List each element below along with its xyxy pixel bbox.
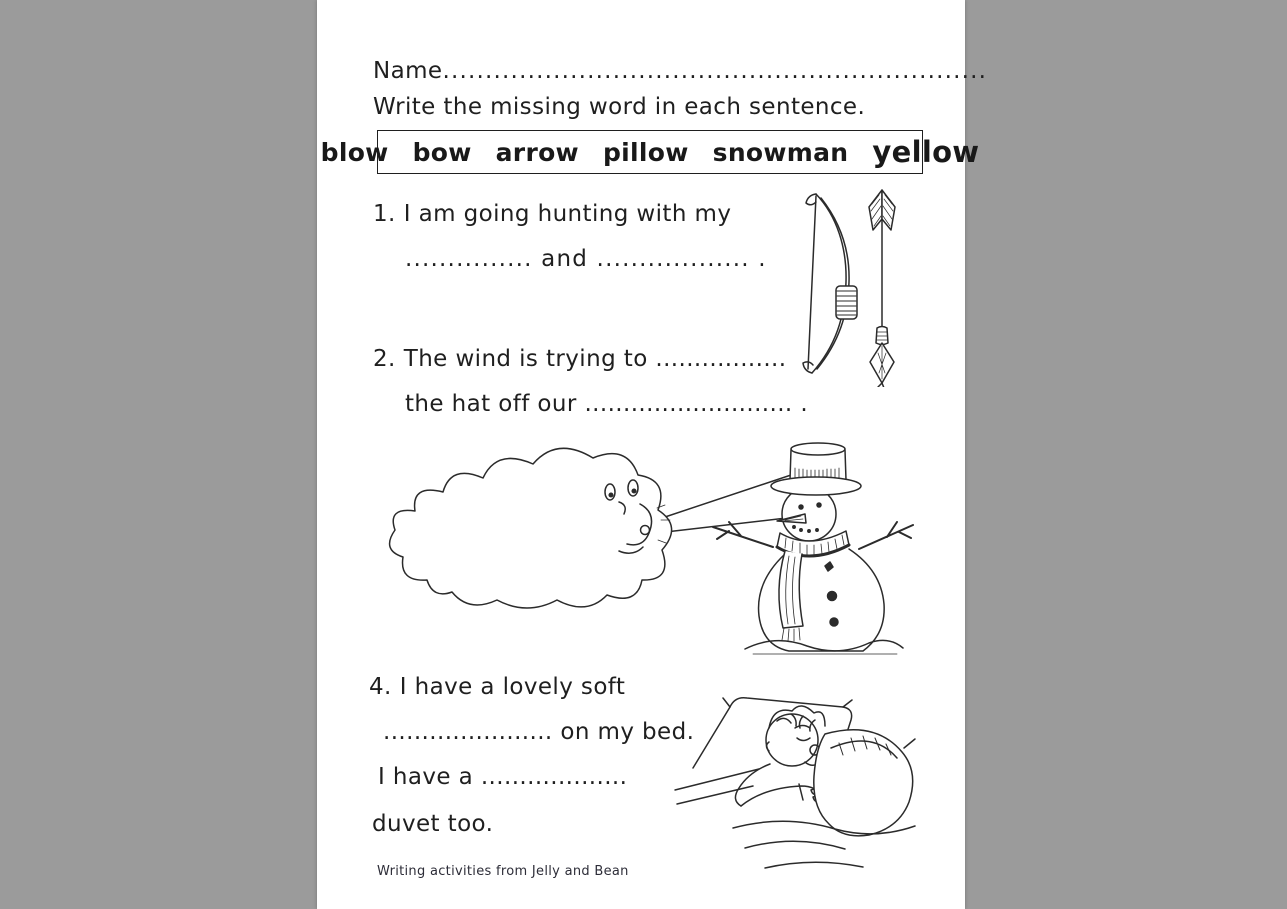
question-4-number: 4. xyxy=(369,674,392,700)
question-2-line-1: 2. The wind is trying to ................. xyxy=(373,346,787,372)
word-bank-box xyxy=(320,130,980,174)
question-1-answer-line: ............... and .................. . xyxy=(405,246,767,272)
question-4-line-4: duvet too. xyxy=(372,811,494,837)
question-4-line-1: 4. I have a lovely soft xyxy=(369,674,626,700)
word-bank-word: bow xyxy=(412,137,472,167)
worksheet-page xyxy=(317,0,988,909)
question-2-number: 2. xyxy=(373,346,396,372)
question-4-line-2: ...................... on my bed. xyxy=(383,719,695,745)
question-1-number: 1. xyxy=(373,201,396,227)
bow-and-arrow-illustration xyxy=(779,180,907,387)
boy-hugging-pillow-illustration xyxy=(673,676,923,872)
word-bank-word: yellow xyxy=(872,135,980,169)
name-dotted-rule: ................................................................ xyxy=(442,58,988,84)
question-4-line-3: I have a ................... xyxy=(378,764,628,790)
footer-credit: Writing activities from Jelly and Bean xyxy=(377,864,629,879)
instruction-text: Write the missing word in each sentence. xyxy=(373,94,866,120)
word-bank-word: arrow xyxy=(495,137,579,167)
word-bank-word: pillow xyxy=(602,137,689,167)
question-1-line-1: 1. I am going hunting with my xyxy=(373,201,732,227)
question-2-line-2: the hat off our ........................... . xyxy=(405,391,809,417)
word-bank-word: snowman xyxy=(712,137,849,167)
cloud-blowing-snowman-illustration xyxy=(357,430,917,658)
name-line xyxy=(373,58,987,84)
word-bank-word: blow xyxy=(320,137,389,167)
name-label: Name xyxy=(373,58,443,84)
